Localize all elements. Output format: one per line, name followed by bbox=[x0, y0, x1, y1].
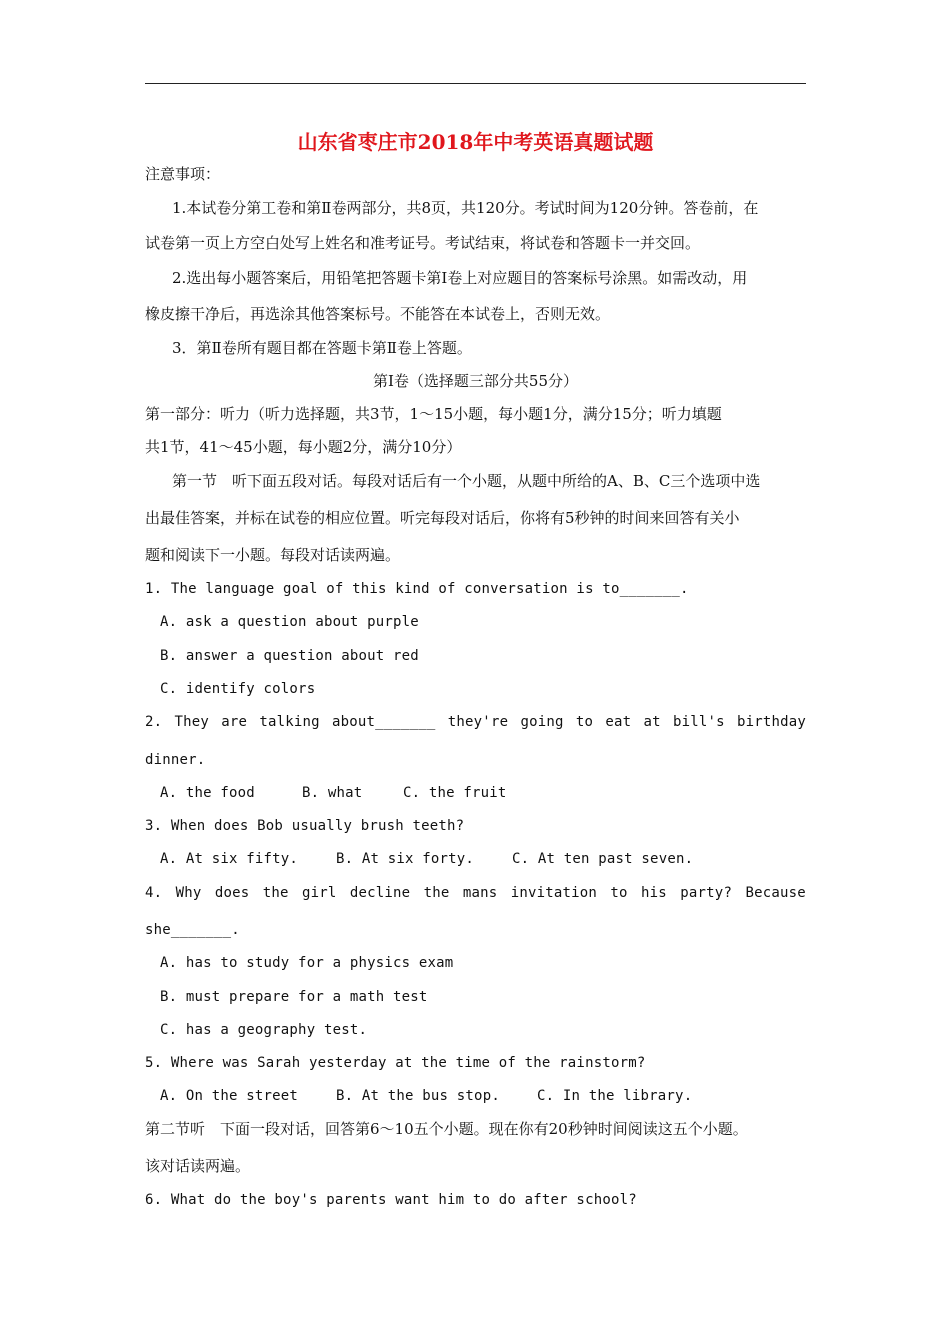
q2-word: going bbox=[520, 714, 564, 730]
question-5-option-a: A. On the street bbox=[160, 1088, 299, 1104]
section2-instructions-cont: 该对话读两遍。 bbox=[145, 1157, 251, 1175]
section1-instructions: 第一节 听下面五段对话。每段对话后有一个小题，从题中所给的A、B、C三个选项中选 bbox=[172, 472, 761, 490]
question-2-cont: dinner. bbox=[145, 752, 206, 768]
question-2-option-c: C. the fruit bbox=[403, 785, 507, 801]
question-3-option-b: B. At six forty. bbox=[336, 851, 475, 867]
q4-word: 4. bbox=[145, 885, 163, 901]
question-2 bbox=[145, 712, 806, 732]
question-4-cont: she_______. bbox=[145, 922, 240, 938]
question-4 bbox=[145, 883, 806, 903]
question-4-option-c: C. has a geography test. bbox=[160, 1022, 368, 1038]
question-3: 3. When does Bob usually brush teeth? bbox=[145, 818, 465, 834]
section2-instructions: 第二节听 下面一段对话，回答第6～10五个小题。现在你有20秒钟时间阅读这五个小题。 bbox=[145, 1120, 748, 1138]
q2-word: They bbox=[174, 714, 210, 730]
question-5-options bbox=[160, 1086, 806, 1106]
q4-word: decline bbox=[349, 885, 411, 901]
document-title: 山东省枣庄市2018年中考英语真题试题 bbox=[297, 130, 654, 154]
question-6: 6. What do the boy's parents want him to do after school? bbox=[145, 1192, 637, 1208]
notice-item-2: 2.选出每小题答案后，用铅笔把答题卡第Ⅰ卷上对应题目的答案标号涂黑。如需改动，用 bbox=[172, 269, 748, 287]
notice-heading: 注意事项： bbox=[145, 165, 221, 183]
q2-word: they're bbox=[447, 714, 509, 730]
q4-word: Why bbox=[175, 885, 202, 901]
q2-word: birthday bbox=[736, 714, 806, 730]
section1-instructions-cont1: 出最佳答案，并标在试卷的相应位置。听完每段对话后，你将有5秒钟的时间来回答有关小 bbox=[145, 509, 740, 527]
section1-instructions-cont2: 题和阅读下一小题。每段对话读两遍。 bbox=[145, 546, 401, 564]
question-1-option-c: C. identify colors bbox=[160, 681, 316, 697]
q4-word: mans bbox=[462, 885, 498, 901]
question-1-option-b: B. answer a question about red bbox=[160, 648, 419, 664]
notice-item-3: 3．第Ⅱ卷所有题目都在答题卡第Ⅱ卷上答题。 bbox=[172, 339, 472, 357]
notice-item-2-cont: 橡皮擦干净后，再选涂其他答案标号。不能答在本试卷上，否则无效。 bbox=[145, 305, 611, 323]
question-2-options bbox=[160, 783, 806, 803]
question-2-option-b: B. what bbox=[302, 785, 363, 801]
q4-word: the bbox=[423, 885, 450, 901]
q4-word: does bbox=[214, 885, 250, 901]
question-4-option-b: B. must prepare for a math test bbox=[160, 989, 428, 1005]
question-5: 5. Where was Sarah yesterday at the time of the rainstorm? bbox=[145, 1055, 646, 1071]
q2-word: bill's bbox=[672, 714, 725, 730]
q4-word: girl bbox=[302, 885, 337, 901]
q4-word: invitation bbox=[510, 885, 598, 901]
q4-word: to bbox=[610, 885, 628, 901]
question-3-options bbox=[160, 849, 806, 869]
q2-word: eat bbox=[605, 714, 632, 730]
q4-word: the bbox=[262, 885, 289, 901]
q2-word: talking bbox=[259, 714, 320, 730]
q4-word: Because bbox=[745, 885, 806, 901]
q4-word: party? bbox=[680, 885, 733, 901]
q2-word: to bbox=[575, 714, 594, 730]
part1-heading-cont: 共1节，41～45小题，每小题2分，满分10分） bbox=[145, 438, 462, 456]
q2-word: 2. bbox=[145, 714, 163, 730]
question-1-option-a: A. ask a question about purple bbox=[160, 614, 419, 630]
section-header: 第Ⅰ卷（选择题三部分共55分） bbox=[372, 372, 578, 390]
question-3-option-a: A. At six fifty. bbox=[160, 851, 299, 867]
notice-item-1: 1.本试卷分第工卷和第Ⅱ卷两部分，共8页，共120分。考试时间为120分钟。答卷前，在 bbox=[172, 199, 759, 217]
question-2-option-a: A. the food bbox=[160, 785, 255, 801]
question-1: 1. The language goal of this kind of conversation is to_______. bbox=[145, 581, 689, 597]
top-rule bbox=[145, 83, 806, 84]
q2-word: about_______ bbox=[332, 714, 436, 730]
q4-word: his bbox=[641, 885, 667, 901]
question-5-option-b: B. At the bus stop. bbox=[336, 1088, 500, 1104]
question-5-option-c: C. In the library. bbox=[537, 1088, 693, 1104]
q2-word: are bbox=[221, 714, 248, 730]
question-4-option-a: A. has to study for a physics exam bbox=[160, 955, 454, 971]
notice-item-1-cont: 试卷第一页上方空白处写上姓名和准考证号。考试结束，将试卷和答题卡一并交回。 bbox=[145, 234, 701, 252]
q2-word: at bbox=[643, 714, 661, 730]
question-3-option-c: C. At ten past seven. bbox=[512, 851, 694, 867]
part1-heading: 第一部分：听力（听力选择题，共3节，1～15小题，每小题1分，满分15分；听力填题 bbox=[145, 405, 722, 423]
